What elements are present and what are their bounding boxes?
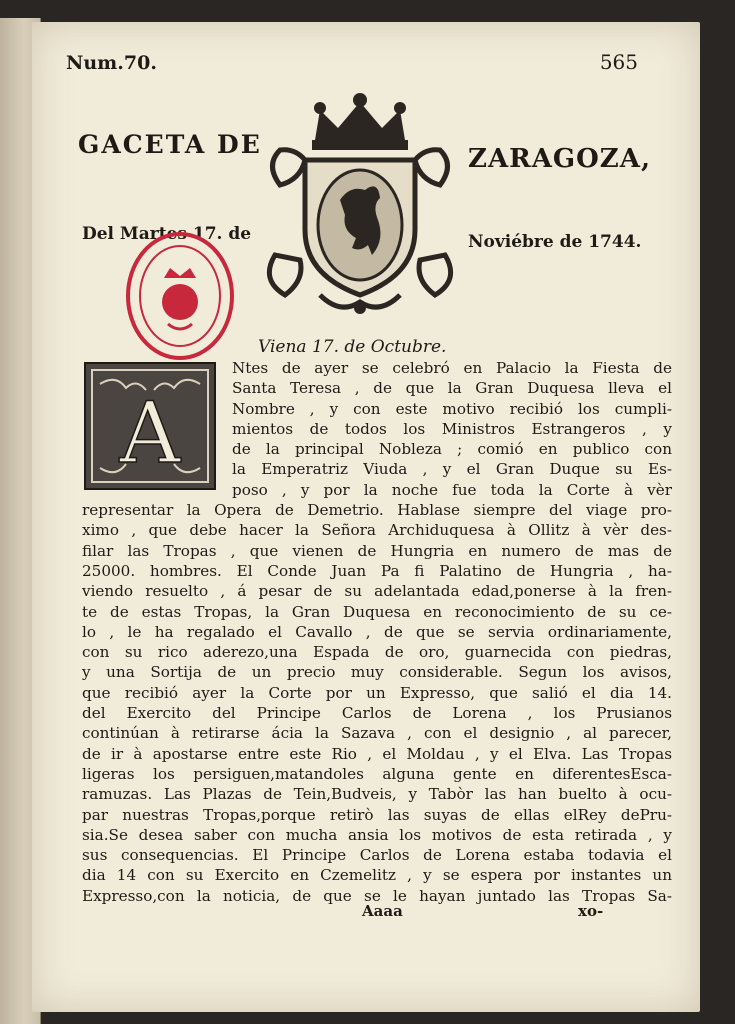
article-line: filar las Tropas , que vienen de Hungria en numero de mas de [82, 541, 672, 560]
article-line: par nuestras Tropas,porque retirò las suyas de ellas elRey dePru- [82, 805, 672, 824]
article-line: lo , le ha regalado el Cavallo , de que se servia ordinariamente, [82, 622, 672, 641]
masthead-title-left: GACETA DE [78, 130, 262, 159]
article-line: 25000. hombres. El Conde Juan Pa fi Palatino de Hungria , ha- [82, 561, 672, 580]
article-line: poso , y por la noche fue toda la Corte à vèr [232, 480, 672, 499]
article-line: mientos de todos los Ministros Estrangeros , y [232, 419, 672, 438]
article-line: y una Sortija de un precio muy considerable. Segun los avisos, [82, 663, 672, 682]
coat-of-arms-icon [260, 80, 460, 320]
article-line: de la principal Nobleza ; comió en publico con [232, 440, 672, 459]
issue-date-right: Noviébre de 1744. [468, 232, 642, 252]
article-line: ximo , que debe hacer la Señora Archiduquesa à Ollitz à vèr des- [82, 521, 672, 540]
signature-mark: Aaaa [362, 902, 403, 920]
initial-letter: A [119, 384, 181, 482]
article-dateline: Viena 17. de Octubre. [258, 337, 447, 357]
page-number: 565 [599, 50, 638, 74]
catchword: xo- [578, 902, 604, 920]
article-line: la Emperatriz Viuda , y el Gran Duque su Es- [232, 460, 672, 479]
article-body [82, 358, 672, 906]
issue-date-left: Del Martes 17. de [82, 224, 252, 244]
article-line: con su rico aderezo,una Espada de oro, guarnecida con piedras, [82, 643, 672, 662]
article-line: Expresso,con la noticia, de que se le hayan juntado las Tropas Sa- [82, 886, 672, 905]
article-line: dia 14 con su Exercito en Czemelitz , y se espera por instantes un [82, 866, 672, 885]
article-line: de ir à apostarse entre este Rio , el Moldau , y el Elva. Las Tropas [82, 744, 672, 763]
article-line: Nombre , y con este motivo recibió los cumpli- [232, 399, 672, 418]
article-line: continúan à retirarse ácia la Sazava , con el designio , al parecer, [82, 724, 672, 743]
article-line: del Exercito del Principe Carlos de Lorena , los Prusianos [82, 704, 672, 723]
gazette-page [32, 22, 700, 1012]
issue-number: Num.70. [66, 52, 157, 74]
library-stamp-icon [124, 230, 236, 362]
article-line: representar la Opera de Demetrio. Hablase siempre del viage pro- [82, 501, 672, 520]
article-line: que recibió ayer la Corte por un Expresso, que salió el dia 14. [82, 683, 672, 702]
article-line: sia.Se desea saber con mucha ansia los motivos de esta retirada , y [82, 825, 672, 844]
article-line: sus consequencias. El Principe Carlos de Lorena estaba todavia el [82, 846, 672, 865]
article-line: viendo resuelto , á pesar de su adelantada edad,ponerse à la fren- [82, 582, 672, 601]
article-line: ligeras los persiguen,matandoles alguna gente en diferentesEsca- [82, 764, 672, 783]
article-line: Ntes de ayer se celebró en Palacio la Fiesta de [232, 359, 672, 377]
article-line: ramuzas. Las Plazas de Tein,Budveis, y Tabòr las han buelto à ocu- [82, 785, 672, 804]
article-line: te de estas Tropas, la Gran Duquesa en reconocimiento de su ce- [82, 602, 672, 621]
article-line: Santa Teresa , de que la Gran Duquesa lleva el [232, 379, 672, 398]
masthead-title-right: ZARAGOZA, [468, 144, 651, 174]
